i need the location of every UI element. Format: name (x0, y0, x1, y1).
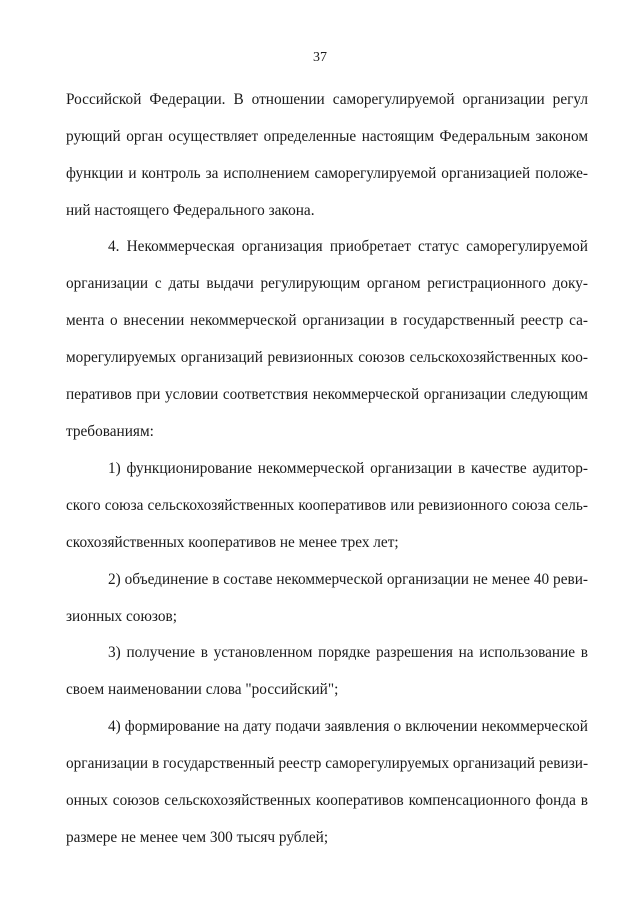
text-line: требованиям: (66, 423, 154, 440)
text-line: зионных союзов; (66, 608, 177, 625)
text-line: ний настоящего Федерального закона. (66, 202, 315, 219)
text-line: скохозяйственных кооперативов не менее трех лет; (66, 534, 399, 551)
text-line: организации с даты выдачи регулирующим органом регистрационного доку- (66, 275, 588, 292)
text-line: ского союза сельскохозяйственных кооперативов или ревизионного союза сель- (66, 497, 588, 514)
text-line: морегулируемых организаций ревизионных союзов сельскохозяйственных коо- (66, 349, 588, 366)
text-line: своем наименовании слова "российский"; (66, 681, 339, 698)
list-item-start: 1) функционирование некоммерческой организации в качестве аудитор- (108, 460, 588, 477)
text-line: мента о внесении некоммерческой организации в государственный реестр са- (66, 312, 588, 329)
text-line: рующий орган осуществляет определенные настоящим Федеральным законом (66, 128, 588, 145)
text-line: онных союзов сельскохозяйственных кооперативов компенсационного фонда в (66, 792, 588, 809)
paragraph-start: 4. Некоммерческая организация приобретает статус саморегулируемой (108, 238, 588, 255)
text-line: Российской Федерации. В отношении саморегулируемой организации регул (66, 91, 588, 108)
list-item-start: 4) формирование на дату подачи заявления о включении некоммерческой (108, 718, 588, 735)
text-line: перативов при условии соответствия некоммерческой организации следующим (66, 386, 588, 403)
text-line: функции и контроль за исполнением саморегулируемой организацией положе- (66, 165, 588, 182)
text-line: размере не менее чем 300 тысяч рублей; (66, 829, 329, 846)
list-item-start: 2) объединение в составе некоммерческой организации не менее 40 реви- (108, 571, 588, 588)
page-number: 37 (313, 50, 327, 65)
text-line: организации в государственный реестр саморегулируемых организаций ревизи- (66, 755, 589, 772)
list-item-start: 3) получение в установленном порядке разрешения на использование в (108, 644, 588, 661)
